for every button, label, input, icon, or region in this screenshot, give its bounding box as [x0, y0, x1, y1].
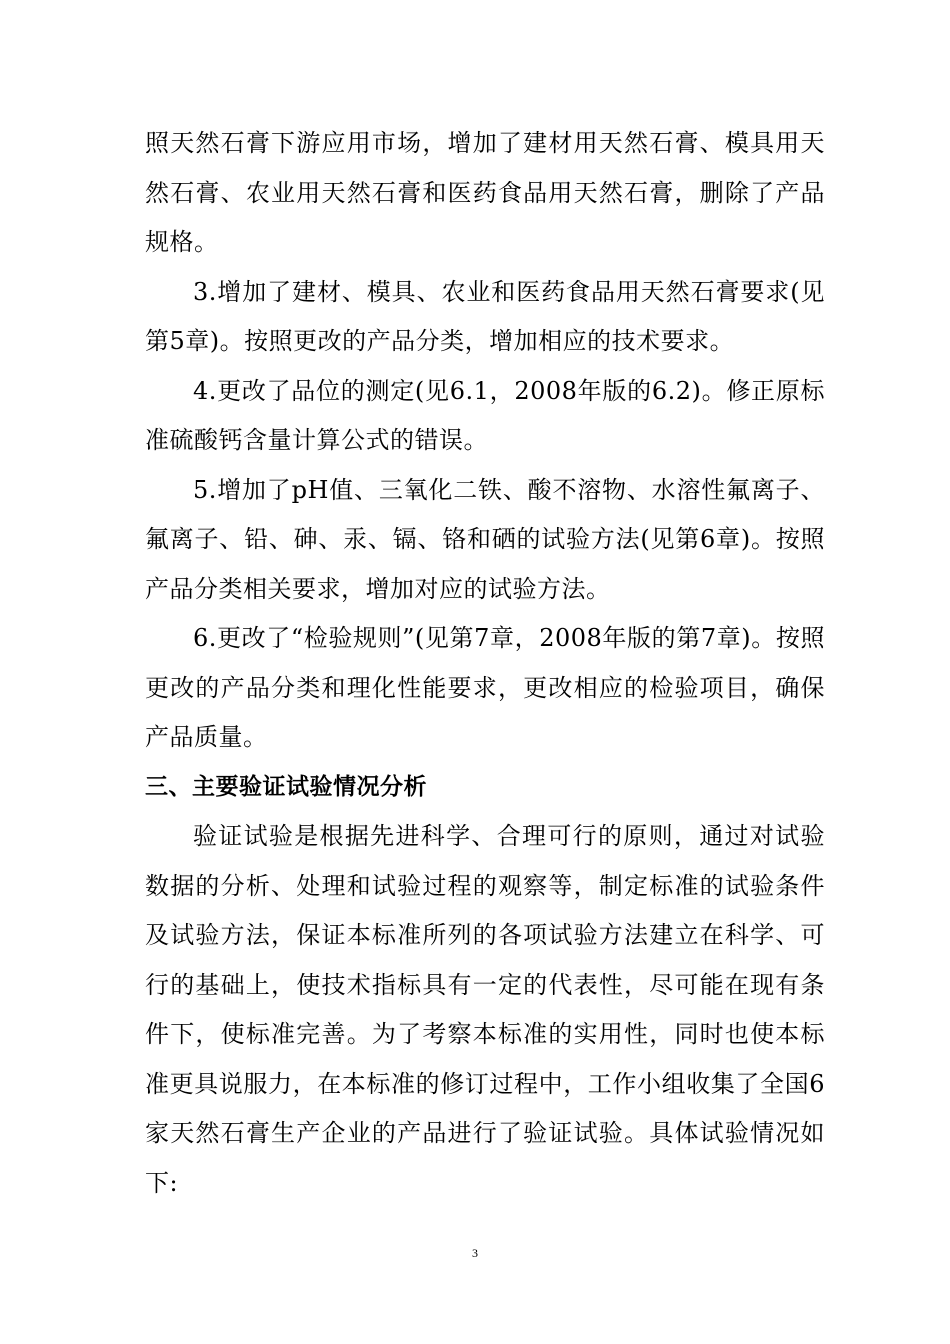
paragraph-verification-tests: 验证试验是根据先进科学、合理可行的原则，通过对试验数据的分析、处理和试验过程的观察等，制定标准的试验条件及试验方法，保证本标准所列的各项试验方法建立在科学、可行的基础上，使技术指标具有一定的代表性，尽可能在现有条件下，使标准完善。为了考察本标准的实用性，同时也使本标准更具说服力，在本标准的修订过程中，工作小组收集了全国6家天然石膏生产企业的产品进行了验证试验。具体试验情况如下: [145, 822, 825, 1197]
paragraph-item-5-test-methods: 5.增加了pH值、三氧化二铁、酸不溶物、水溶性氟离子、氟离子、铅、砷、汞、镉、铬和硒的试验方法(见第6章)。按照产品分类相关要求，增加对应的试验方法。 [145, 475, 825, 603]
document-body [145, 119, 825, 1208]
page-number: 3 [472, 1246, 478, 1260]
paragraph-item-4-grade-determination: 4.更改了品位的测定(见6.1，2008年版的6.2)。修正原标准硫酸钙含量计算公式的错误。 [145, 376, 825, 454]
paragraph-product-classification: 照天然石膏下游应用市场，增加了建材用天然石膏、模具用天然石膏、农业用天然石膏和医药食品用天然石膏，删除了产品规格。 [145, 129, 825, 256]
paragraph-item-6-inspection-rules: 6.更改了“检验规则”(见第7章，2008年版的第7章)。按照更改的产品分类和理化性能要求，更改相应的检验项目，确保产品质量。 [145, 624, 825, 751]
section-heading: 三、主要验证试验情况分析 [145, 773, 427, 800]
paragraph-item-3-requirements: 3.增加了建材、模具、农业和医药食品用天然石膏要求(见第5章)。按照更改的产品分类，增加相应的技术要求。 [145, 277, 825, 355]
